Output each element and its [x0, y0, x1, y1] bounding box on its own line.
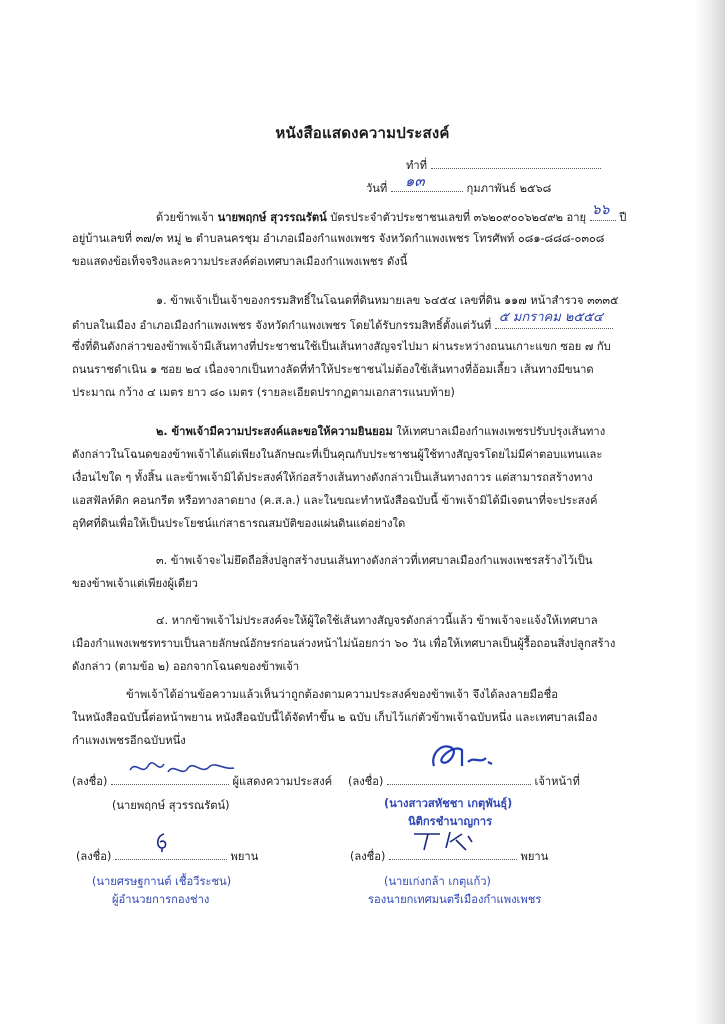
date-label: วันที่: [366, 182, 388, 195]
document-title: หนังสือแสดงความประสงค์: [275, 124, 450, 142]
place-label: ทำที่: [406, 159, 428, 172]
page-edge-shadow: [695, 0, 725, 1024]
closing-line-3: กำแพงเพชรอีกฉบับหนึ่ง: [72, 734, 186, 747]
witness2-signature-icon: [410, 828, 480, 854]
intro-line-1: [156, 202, 627, 225]
intro-id-text: บัตรประจำตัวประชาชนเลขที่ ๓๖๒๐๙๐๐๖๒๔๙๒ อายุ: [326, 211, 587, 224]
age-handwritten: ๖๖: [591, 202, 610, 218]
officer-role: เจ้าหน้าที่: [534, 775, 580, 788]
witness1-sign-label: (ลงชื่อ): [76, 850, 112, 863]
item1-line-3: ซึ่งที่ดินดังกล่าวของข้าพเจ้ามีเส้นทางที่ประชาชนใช้เป็นเส้นทางสัญจรไปมา ผ่านระหว่างถนนเกาะแขก ซอย ๗ กับ: [72, 340, 611, 353]
closing-line-1: ข้าพเจ้าได้อ่านข้อความแล้วเห็นว่าถูกต้องตามความประสงค์ของข้าพเจ้า จึงได้ลงลายมือชื่อ: [126, 688, 558, 701]
witness2-role: พยาน: [520, 850, 549, 863]
officer-sign-label: (ลงชื่อ): [348, 775, 384, 788]
witness2-sign-label: (ลงชื่อ): [350, 850, 386, 863]
officer-printed-name: (นางสาวสหัชชา เกตุพันธุ์): [384, 797, 513, 810]
item1-line-5: ประมาณ กว้าง ๔ เมตร ยาว ๘๐ เมตร (รายละเอียดปรากฏตามเอกสารแนบท้าย): [72, 386, 455, 399]
item2-line-3: เงื่อนไขใด ๆ ทั้งสิ้น และข้าพเจ้ามิได้ประสงค์ให้ก่อสร้างเส้นทางดังกล่าวเป็นเส้นทางถาวร แต่สามารถสร้างทาง: [72, 471, 593, 484]
place-blank: [431, 157, 601, 169]
intro-prefix: ด้วยข้าพเจ้า: [156, 211, 218, 224]
age-unit: ปี: [619, 211, 627, 224]
item2-line-1: [156, 425, 605, 439]
witness1-signature-icon: [150, 830, 174, 854]
grant-date-handwritten: ๕ มกราคม ๒๕๕๔: [498, 310, 603, 325]
witness1-role: พยาน: [230, 850, 259, 863]
item1-line-2-text: ตำบลในเมือง อำเภอเมืองกำแพงเพชร จังหวัดกำแพงเพชร โดยได้รับกรรมสิทธิ์ตั้งแต่วันที่: [72, 319, 492, 332]
date-month-year: กุมภาพันธ์ ๒๕๖๘: [466, 182, 552, 195]
closing-line-2: ในหนังสือฉบับนี้ต่อหน้าพยาน หนังสือฉบับนี้ได้จัดทำขึ้น ๒ ฉบับ เก็บไว้แก่ตัวข้าพเจ้าฉบับหนึ่ง และเทศบาลเมือง: [72, 711, 598, 724]
owner-name-bold: นายพฤกษ์ สุวรรณรัตน์: [217, 211, 327, 224]
owner-printed-name: (นายพฤกษ์ สุวรรณรัตน์): [112, 799, 230, 812]
item4-line-2: เมืองกำแพงเพชรทราบเป็นลายลักษณ์อักษรก่อนล่วงหน้าไม่น้อยกว่า ๖๐ วัน เพื่อให้เทศบาลเป็นผู้รื้อถอนสิ่งปลูกสร้าง: [72, 637, 616, 650]
date-line: [366, 172, 552, 196]
place-line: [406, 157, 601, 173]
item1-line-1: ๑. ข้าพเจ้าเป็นเจ้าของกรรมสิทธิ์ในโฉนดที่ดินหมายเลข ๖๔๕๔ เลขที่ดิน ๑๑๗ หน้าสำรวจ ๓๓๓๕: [156, 294, 619, 307]
witness2-printed-name: (นายเก่งกล้า เกตุแก้ว): [384, 875, 491, 888]
item2-line-5: อุทิศที่ดินเพื่อให้เป็นประโยชน์แก่สาธารณสมบัติของแผ่นดินแต่อย่างใด: [72, 517, 406, 530]
age-blank: [590, 202, 616, 221]
owner-role: ผู้แสดงความประสงค์: [232, 775, 333, 788]
owner-signature-icon: [128, 756, 236, 782]
witness1-printed-name: (นายศรษฐกานต์ เชื้อวีระชน): [92, 875, 232, 888]
item1-line-2: [72, 310, 613, 333]
item3-line-2: ของข้าพเจ้าแต่เพียงผู้เดียว: [72, 577, 198, 590]
item2-bold: ๒. ข้าพเจ้ามีความประสงค์และขอให้ความยินยอม: [156, 425, 393, 438]
witness1-title: ผู้อำนวยการกองช่าง: [112, 893, 210, 906]
officer-title: นิติกรชำนาญการ: [408, 815, 493, 828]
owner-sign-label: (ลงชื่อ): [72, 775, 108, 788]
date-day-handwritten: ๑๓: [404, 172, 425, 190]
item4-line-1: ๔. หากข้าพเจ้าไม่ประสงค์จะให้ผู้ใดใช้เส้นทางสัญจรดังกล่าวนี้แล้ว ข้าพเจ้าจะแจ้งให้เทศบาล: [156, 614, 598, 627]
item4-line-3: ดังกล่าว (ตามข้อ ๒) ออกจากโฉนดของข้าพเจ้า: [72, 660, 300, 673]
item1-line-4: ถนนราชดำเนิน ๑ ซอย ๒๔ เนื่องจากเป็นทางลัดที่ทำให้ประชาชนไม่ต้องใช้เส้นทางที่อ้อมเลี้ยว เส้นทางมีขนาด: [72, 363, 594, 376]
witness2-title: รองนายกเทศมนตรีเมืองกำแพงเพชร: [368, 893, 542, 906]
item2-line-2: ดังกล่าวในโฉนดของข้าพเจ้าได้แต่เพียงในลักษณะที่เป็นคุณกับประชาชนผู้ใช้ทางสัญจรโดยไม่มีค่าตอบแทนและ: [72, 448, 603, 461]
officer-signature-icon: [428, 736, 498, 776]
item2-rest: ให้เทศบาลเมืองกำแพงเพชรปรับปรุงเส้นทาง: [392, 425, 606, 438]
grant-date-blank: [495, 310, 613, 329]
item2-line-4: แอสฟัลท์ติก คอนกรีต หรือทางลาดยาง (ค.ส.ล.) และในขณะทำหนังสือฉบับนี้ ข้าพเจ้ามิได้มีเจตนาที่จะประสงค์: [72, 494, 598, 507]
date-day-blank: [391, 172, 463, 192]
intro-line-3: ขอแสดงข้อเท็จจริงและความประสงค์ต่อเทศบาลเมืองกำแพงเพชร ดังนี้: [72, 255, 408, 268]
item3-line-1: ๓. ข้าพเจ้าจะไม่ยึดถือสิ่งปลูกสร้างบนเส้นทางดังกล่าวที่เทศบาลเมืองกำแพงเพชรสร้างไว้เป็น: [156, 554, 593, 567]
intro-line-2: อยู่บ้านเลขที่ ๓๗/๓ หมู่ ๒ ตำบลนครชุม อำเภอเมืองกำแพงเพชร จังหวัดกำแพงเพชร โทรศัพท์ ๐๘๑-๘๘๘-๐๓๐๘: [72, 232, 605, 245]
